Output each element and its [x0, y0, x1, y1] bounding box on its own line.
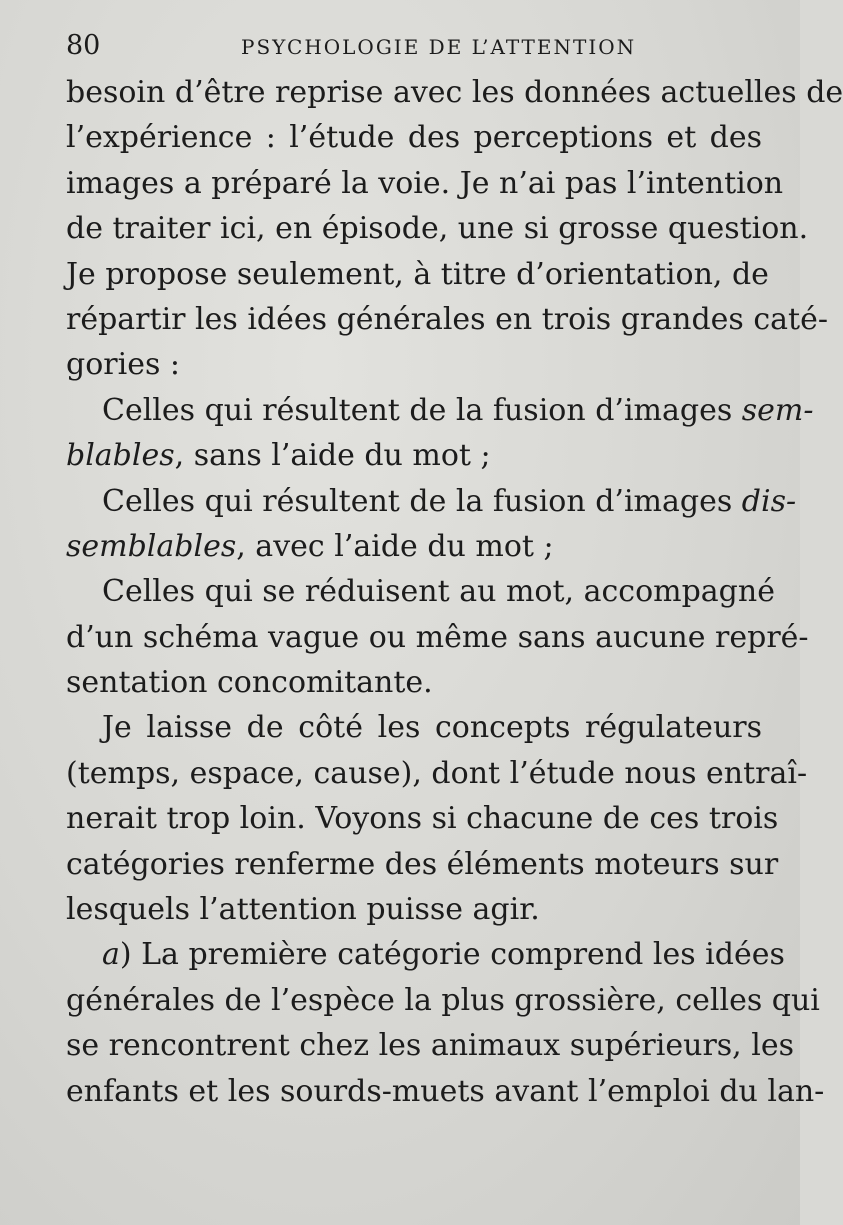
running-head — [66, 30, 762, 70]
text-line — [66, 479, 797, 524]
text-line: besoin d’être reprise avec les données actuelles de — [66, 75, 843, 110]
text-line: Je propose seulement, à titre d’orientation, de — [66, 256, 769, 292]
italic-span: dis- — [741, 483, 797, 519]
italic-span: sem- — [741, 392, 814, 428]
italic-span: semblables — [66, 528, 237, 564]
body-text — [66, 70, 843, 1114]
text-line: catégories renferme des éléments moteurs sur — [66, 846, 779, 882]
text-line — [66, 388, 814, 433]
italic-span: blables — [66, 438, 175, 474]
text-span: , avec l’aide du mot ; — [236, 528, 554, 564]
text-line: d’un schéma vague ou même sans aucune repré- — [66, 619, 809, 655]
text-span: ) La première catégorie comprend les idées — [119, 937, 785, 973]
text-line — [66, 433, 762, 478]
text-span: Celles qui résultent de la fusion d’images — [102, 392, 742, 428]
text-line: générales de l’espèce la plus grossière, celles qui — [66, 982, 820, 1018]
text-line — [66, 524, 762, 569]
text-line: répartir les idées générales en trois grandes caté- — [66, 301, 828, 337]
running-title: PSYCHOLOGIE DE L’ATTENTION — [241, 35, 637, 59]
text-line: gories : — [66, 347, 180, 383]
text-line — [66, 932, 785, 977]
text-line: nerait trop loin. Voyons si chacune de ces trois — [66, 801, 779, 837]
text-span: , sans l’aide du mot ; — [174, 438, 491, 474]
text-line: lesquels l’attention puisse agir. — [66, 892, 540, 928]
text-line: sentation concomitante. — [66, 665, 433, 701]
text-line: l’expérience : l’étude des perceptions et des — [66, 120, 762, 156]
text-line: Celles qui se réduisent au mot, accompagné — [102, 574, 775, 610]
text-line: images a préparé la voie. Je n’ai pas l’intention — [66, 165, 784, 201]
italic-span: a — [102, 937, 120, 973]
text-line: Je laisse de côté les concepts régulateurs — [102, 710, 762, 746]
text-line: de traiter ici, en épisode, une si grosse question. — [66, 211, 809, 247]
page-number: 80 — [66, 30, 101, 61]
text-span: Celles qui résultent de la fusion d’images — [102, 483, 742, 519]
text-line: (temps, espace, cause), dont l’étude nous entraî- — [66, 755, 808, 791]
text-line: enfants et les sourds-muets avant l’emploi du lan- — [66, 1073, 825, 1109]
text-line: se rencontrent chez les animaux supérieurs, les — [66, 1028, 794, 1064]
